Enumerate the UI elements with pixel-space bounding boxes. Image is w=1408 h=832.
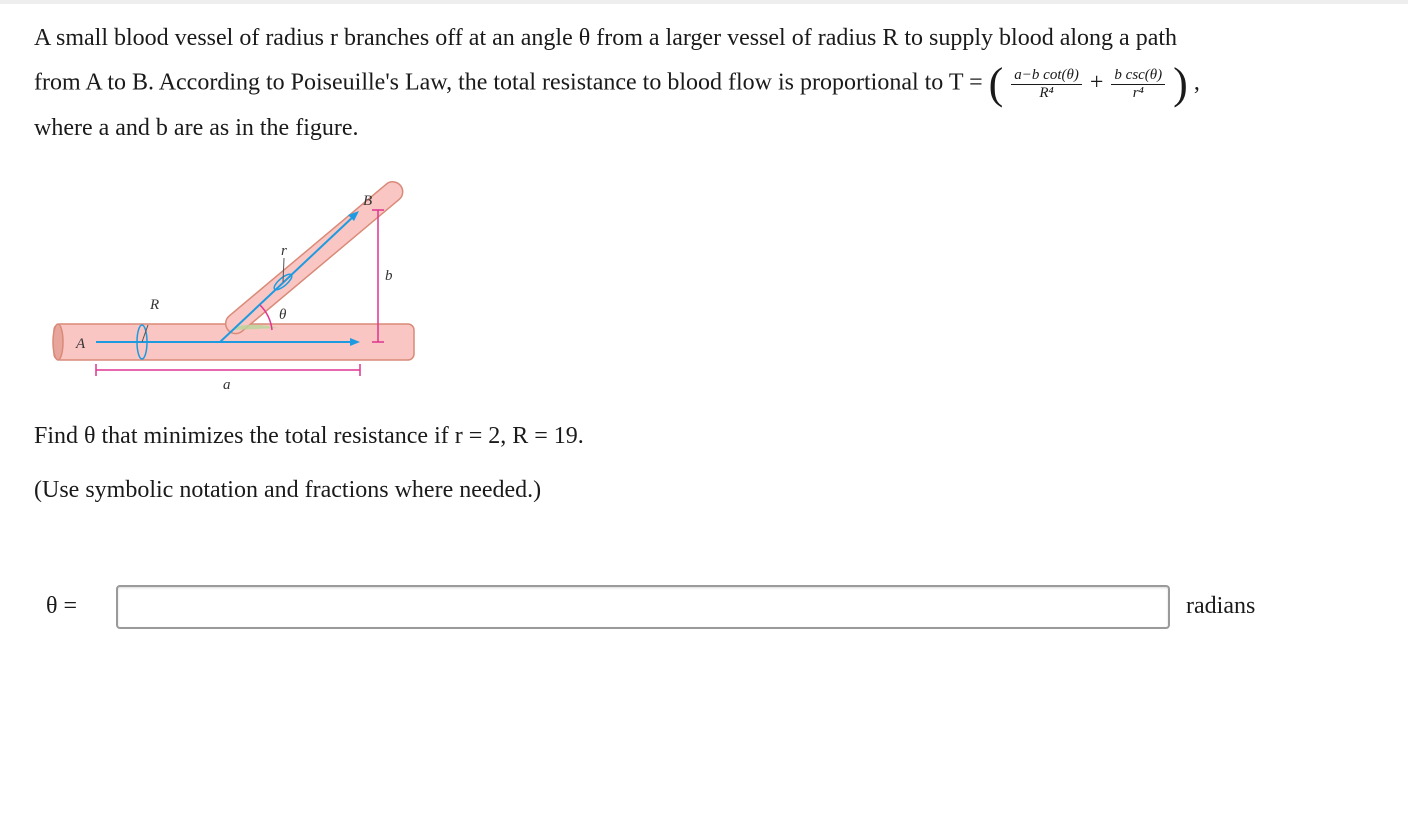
question-note: (Use symbolic notation and fractions where needed.) <box>34 477 542 503</box>
blood-vessel-figure <box>48 172 428 397</box>
fraction-1-denominator: R⁴ <box>1039 84 1054 101</box>
answer-units: radians <box>1186 593 1256 619</box>
main-vessel-end <box>53 324 63 360</box>
label-b: b <box>385 268 393 284</box>
label-r: r <box>281 243 287 259</box>
label-B: B <box>363 193 373 209</box>
fraction-1 <box>1011 67 1082 102</box>
answer-label: θ = <box>46 593 78 619</box>
label-A: A <box>76 336 86 352</box>
left-paren: ( <box>988 59 1004 108</box>
label-R: R <box>150 297 160 313</box>
plus-sign: + <box>1089 69 1104 96</box>
answer-input[interactable] <box>116 585 1170 629</box>
fraction-2 <box>1111 67 1165 102</box>
top-divider <box>0 0 1408 4</box>
label-a: a <box>223 377 231 393</box>
branch-flow-line <box>220 215 355 342</box>
problem-line-2-text: from A to B. According to Poiseuille's Law, the total resistance to blood flow is proportional to T = <box>34 69 983 96</box>
fraction-1-numerator: a−b cot(θ) <box>1011 67 1082 85</box>
problem-line-2-suffix: , <box>1193 69 1200 96</box>
right-paren: ) <box>1173 59 1188 108</box>
fraction-2-denominator: r⁴ <box>1132 84 1144 101</box>
fraction-2-numerator: b csc(θ) <box>1111 67 1165 85</box>
label-theta: θ <box>279 307 287 323</box>
problem-line-3: where a and b are as in the figure. <box>34 115 359 141</box>
question-prompt: Find θ that minimizes the total resistance if r = 2, R = 19. <box>34 423 584 449</box>
problem-line-2 <box>34 59 1200 108</box>
problem-line-1: A small blood vessel of radius r branches off at an angle θ from a larger vessel of radius R to supply blood along a path <box>34 25 1178 51</box>
